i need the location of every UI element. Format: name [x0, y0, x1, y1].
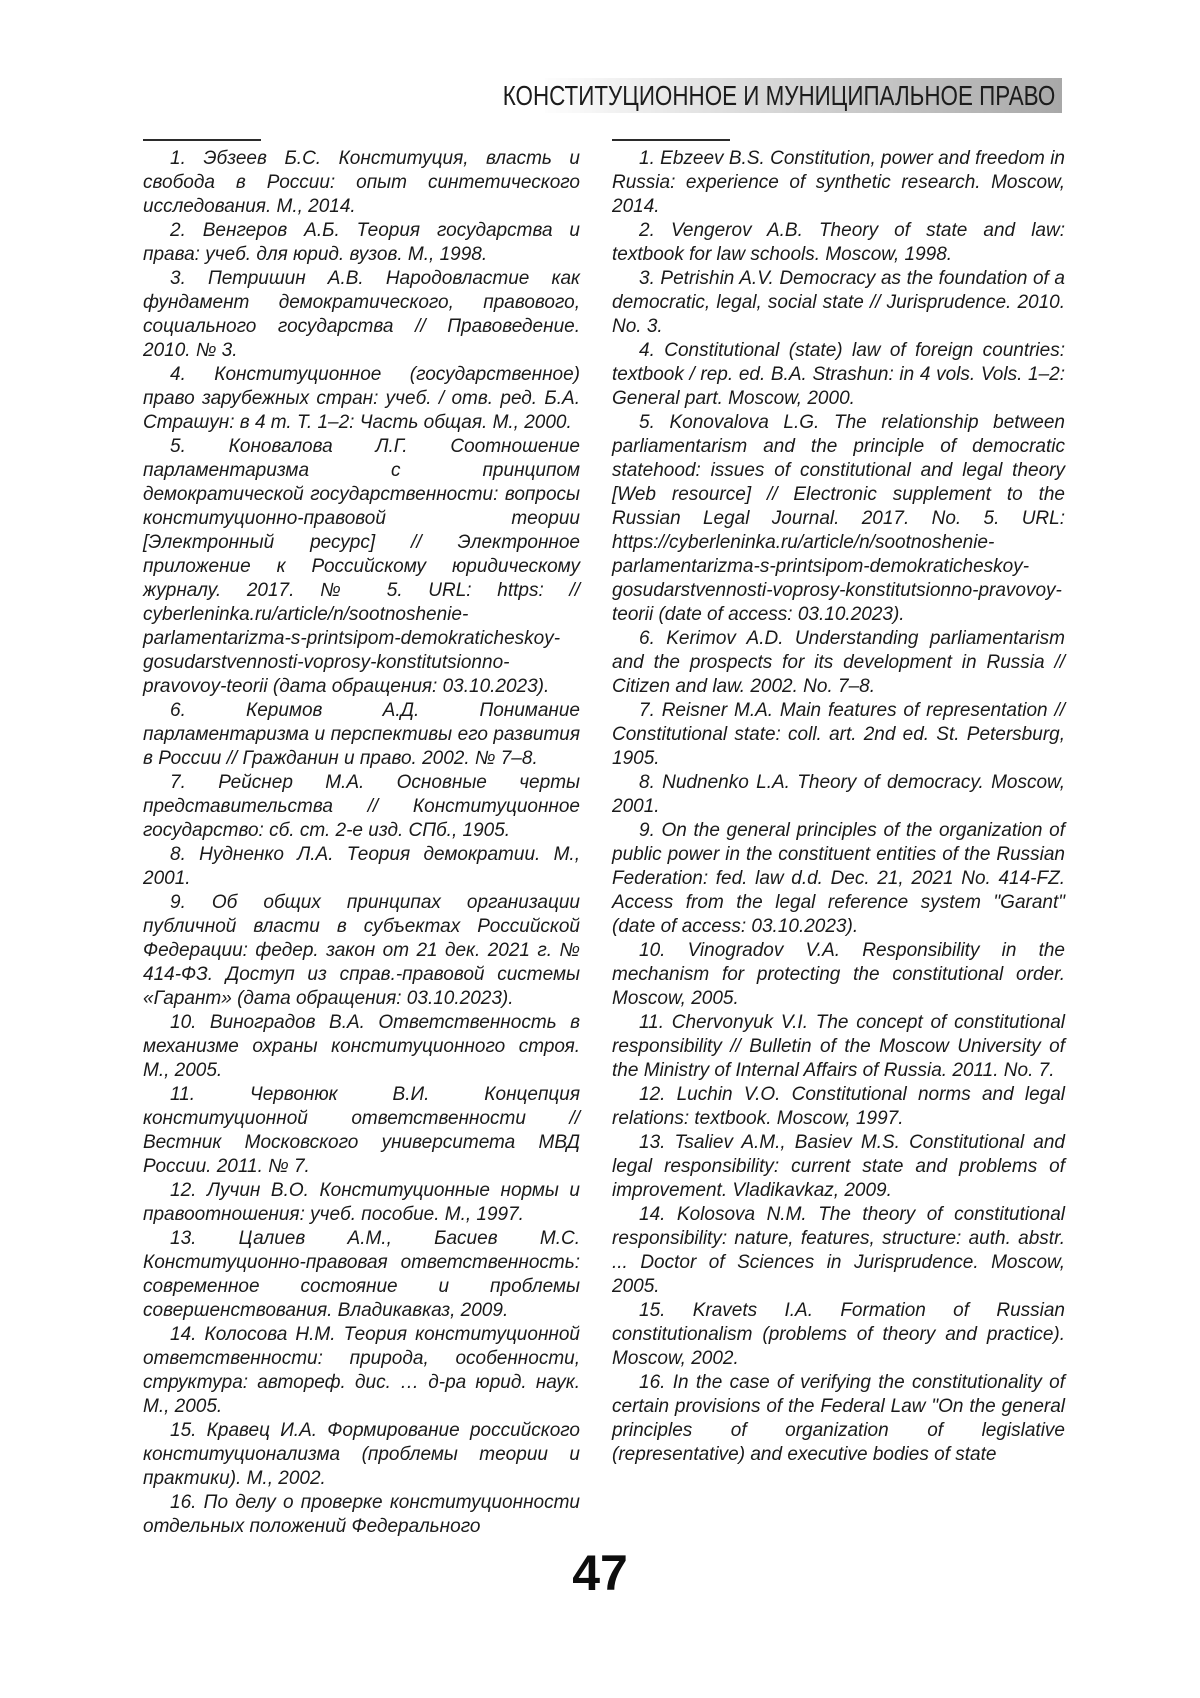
- reference-item: 9. On the general principles of the organization of public power in the constituent entities of the Russian Federation: fed. law d.d. Dec. 21, 2021 No. 414-FZ. Access from the legal reference system "Garant" (date of access: 03.10.2023).: [612, 820, 1065, 937]
- reference-item: 13. Tsaliev A.M., Basiev M.S. Constitutional and legal responsibility: current state and problems of improvement. Vladikavkaz, 2009.: [612, 1132, 1065, 1201]
- reference-item: 1. Эбзеев Б.С. Конституция, власть и свобода в России: опыт синтетического исследования. М., 2014.: [143, 148, 580, 217]
- reference-item: 6. Керимов А.Д. Понимание парламентаризма и перспективы его развития в России // Гражданин и право. 2002. № 7–8.: [143, 700, 580, 769]
- reference-list-russian: [143, 147, 580, 1539]
- reference-item: 10. Виноградов В.А. Ответственность в механизме охраны конституционного строя. М., 2005.: [143, 1012, 580, 1081]
- page-number: 47: [572, 1545, 628, 1601]
- reference-item: 5. Konovalova L.G. The relationship between parliamentarism and the principle of democratic statehood: issues of constitutional and legal theory [Web resource] // Electronic supplement to the Russian Legal Journal. 2017. No. 5. URL: https://cyberleninka.ru/article/n/sootnoshenie-parlamentarizma-s-printsipom-demokraticheskoy-gosudarstvennosti-voprosy-konstitutsionno-pravovoy-teorii (date of access: 03.10.2023).: [612, 412, 1065, 625]
- section-title: КОНСТИТУЦИОННОЕ И МУНИЦИПАЛЬНОЕ ПРАВО: [503, 79, 1056, 111]
- reference-item: 9. Об общих принципах организации публичной власти в субъектах Российской Федерации: федер. закон от 21 дек. 2021 г. № 414-ФЗ. Доступ из справ.-правовой системы «Гарант» (дата обращения: 03.10.2023).: [143, 892, 580, 1009]
- references-column-russian: [143, 139, 580, 1539]
- reference-item: 3. Петришин А.В. Народовластие как фундамент демократического, правового, социального государства // Правоведение. 2010. № 3.: [143, 268, 580, 361]
- reference-item: 11. Червонюк В.И. Концепция конституционной ответственности // Вестник Московского университета МВД России. 2011. № 7.: [143, 1084, 580, 1177]
- reference-item: 2. Vengerov A.B. Theory of state and law: textbook for law schools. Moscow, 1998.: [612, 220, 1065, 265]
- section-header-strip: [503, 78, 1062, 113]
- reference-item: 8. Нудненко Л.А. Теория демократии. М., 2001.: [143, 844, 580, 889]
- reference-item: 13. Цалиев А.М., Басиев М.С. Конституционно-правовая ответственность: современное состояние и проблемы совершенствования. Владикавказ, 2009.: [143, 1228, 580, 1321]
- reference-item: 7. Рейснер М.А. Основные черты представительства // Конституционное государство: сб. ст. 2-е изд. СПб., 1905.: [143, 772, 580, 841]
- reference-item: 4. Constitutional (state) law of foreign countries: textbook / rep. ed. B.A. Strashun: in 4 vols. Vols. 1–2: General part. Moscow, 2000.: [612, 340, 1065, 409]
- reference-item: 4. Конституционное (государственное) право зарубежных стран: учеб. / отв. ред. Б.А. Страшун: в 4 т. Т. 1–2: Часть общая. М., 2000.: [143, 364, 580, 433]
- references-columns: [143, 139, 1065, 1539]
- footnote-rule: [612, 139, 730, 141]
- footnote-rule: [143, 139, 261, 141]
- reference-item: 16. In the case of verifying the constitutionality of certain provisions of the Federal Law "On the general principles of organization of legislative (representative) and executive bodies of state: [612, 1372, 1065, 1465]
- reference-item: 11. Chervonyuk V.I. The concept of constitutional responsibility // Bulletin of the Moscow University of the Ministry of Internal Affairs of Russia. 2011. No. 7.: [612, 1012, 1065, 1081]
- references-column-english: [612, 139, 1065, 1539]
- reference-item: 3. Petrishin A.V. Democracy as the foundation of a democratic, legal, social state // Jurisprudence. 2010. No. 3.: [612, 268, 1065, 337]
- reference-item: 1. Ebzeev B.S. Constitution, power and freedom in Russia: experience of synthetic research. Moscow, 2014.: [612, 148, 1065, 217]
- reference-item: 6. Kerimov A.D. Understanding parliamentarism and the prospects for its development in Russia // Citizen and law. 2002. No. 7–8.: [612, 628, 1065, 697]
- reference-item: 5. Коновалова Л.Г. Соотношение парламентаризма с принципом демократической государственности: вопросы конституционно-правовой теории [Электронный ресурс] // Электронное приложение к Российскому юридическому журналу. 2017. № 5. URL: https: // cyberleninka.ru/article/n/sootnoshenie-parlamentarizma-s-printsipom-demokraticheskoy-gosudarstvennosti-voprosy-konstitutsionno-pravovoy-teorii (дата обращения: 03.10.2023).: [143, 436, 580, 697]
- reference-item: 15. Кравец И.А. Формирование российского конституционализма (проблемы теории и практики). М., 2002.: [143, 1420, 580, 1489]
- reference-item: 16. По делу о проверке конституционности отдельных положений Федерального: [143, 1492, 580, 1537]
- reference-item: 12. Лучин В.О. Конституционные нормы и правоотношения: учеб. пособие. М., 1997.: [143, 1180, 580, 1225]
- reference-item: 8. Nudnenko L.A. Theory of democracy. Moscow, 2001.: [612, 772, 1065, 817]
- reference-item: 14. Колосова Н.М. Теория конституционной ответственности: природа, особенности, структура: автореф. дис. … д-ра юрид. наук. М., 2005.: [143, 1324, 580, 1417]
- reference-item: 10. Vinogradov V.A. Responsibility in the mechanism for protecting the constitutional order. Moscow, 2005.: [612, 940, 1065, 1009]
- reference-item: 7. Reisner M.A. Main features of representation // Constitutional state: coll. art. 2nd ed. St. Petersburg, 1905.: [612, 700, 1065, 769]
- reference-item: 15. Kravets I.A. Formation of Russian constitutionalism (problems of theory and practice). Moscow, 2002.: [612, 1300, 1065, 1369]
- reference-list-english: [612, 147, 1065, 1467]
- reference-item: 12. Luchin V.O. Constitutional norms and legal relations: textbook. Moscow, 1997.: [612, 1084, 1065, 1129]
- reference-item: 14. Kolosova N.M. The theory of constitutional responsibility: nature, features, structure: auth. abstr. ... Doctor of Sciences in Jurisprudence. Moscow, 2005.: [612, 1204, 1065, 1297]
- reference-item: 2. Венгеров А.Б. Теория государства и права: учеб. для юрид. вузов. М., 1998.: [143, 220, 580, 265]
